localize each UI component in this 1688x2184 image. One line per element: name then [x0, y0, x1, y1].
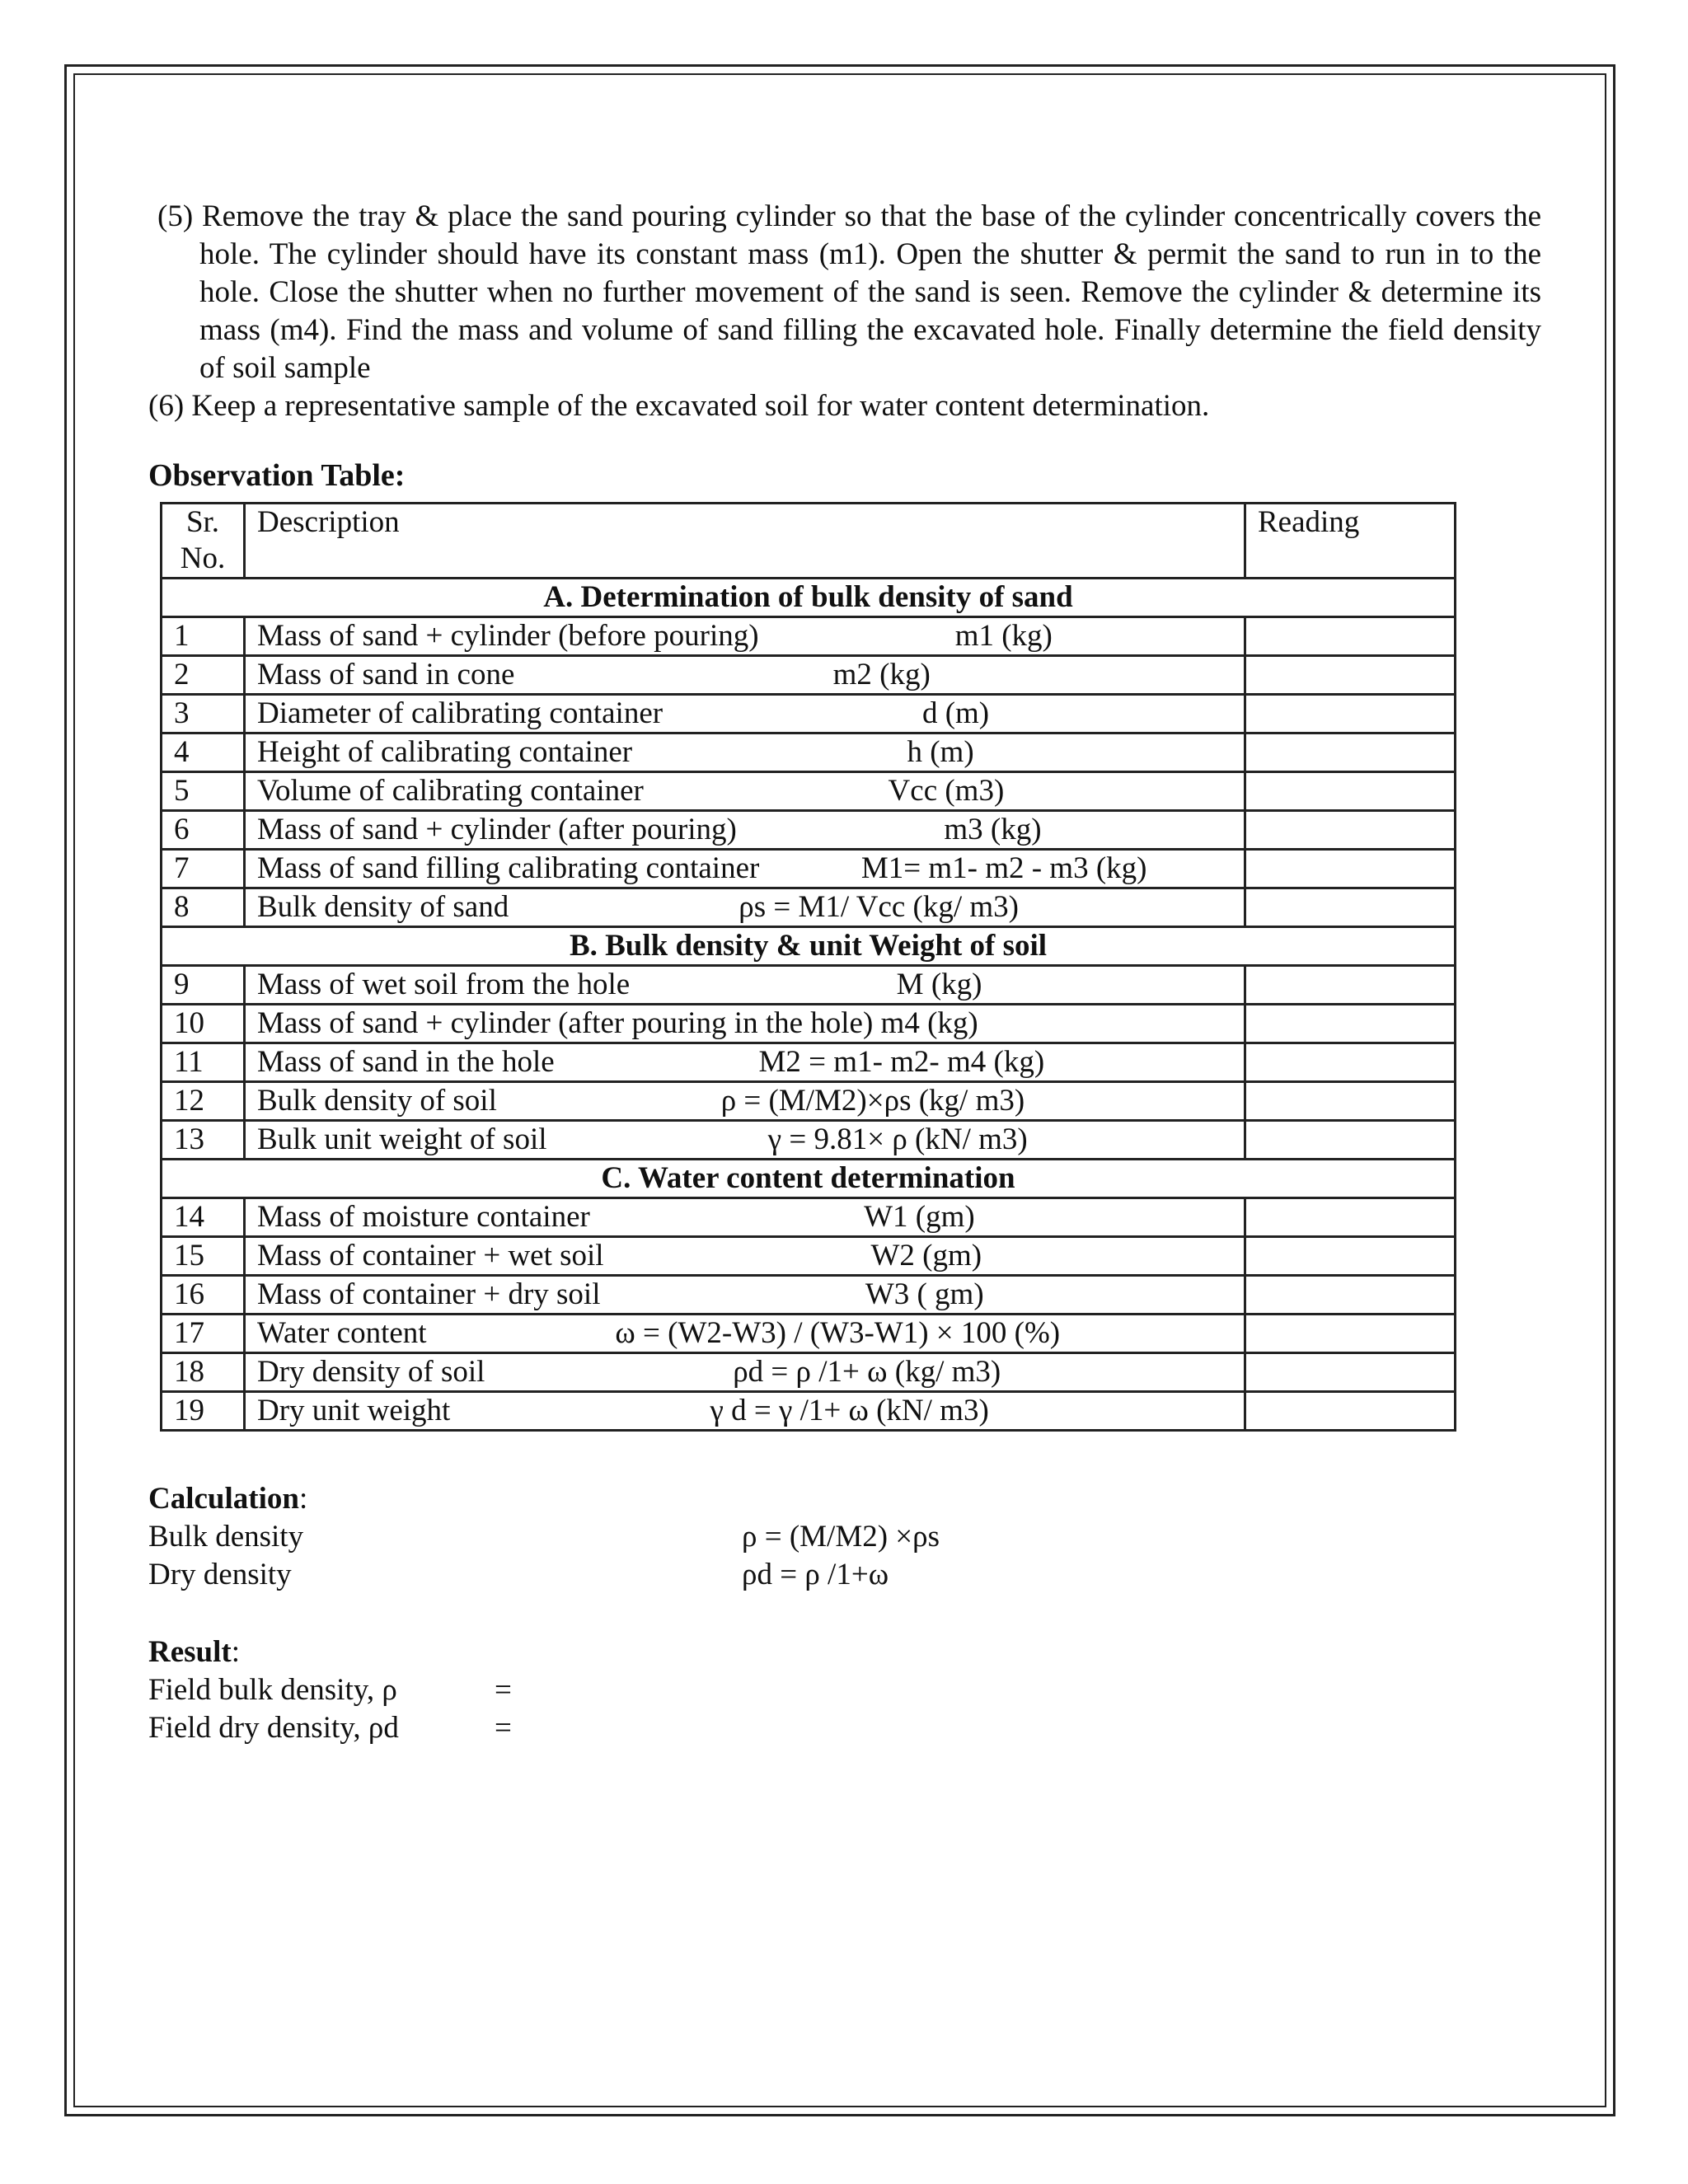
- row-sr: 19: [162, 1392, 245, 1431]
- row-formula: M1= m1- m2 - m3 (kg): [860, 851, 1147, 885]
- row-reading[interactable]: [1245, 811, 1456, 850]
- row-sr: 12: [162, 1082, 245, 1121]
- row-description: Mass of sand filling calibrating container: [257, 851, 760, 885]
- row-description: Mass of sand + cylinder (before pouring): [257, 619, 759, 653]
- row-description-cell: [245, 656, 1245, 695]
- step-5: [148, 198, 1541, 387]
- row-description-cell: [245, 1276, 1245, 1315]
- row-sr: 17: [162, 1315, 245, 1353]
- step-5-text: (5) Remove the tray & place the sand pouring cylinder so that the base of the cylinder concentrically covers the hole. The cylinder should have its constant mass (m1). Open the shutter & permit the sand to run in to the hole. Close the shutter when no further movement of the sand is seen. Remove the cylinder & determine its mass (m4). Find the mass and volume of sand filling the excavated hole. Finally determine the field density of soil sample: [157, 199, 1541, 385]
- result-section: [148, 1633, 890, 1747]
- procedure-steps: [148, 198, 1541, 494]
- row-description-cell: [245, 772, 1245, 811]
- table-row: [162, 1315, 1456, 1353]
- row-sr: 5: [162, 772, 245, 811]
- row-description-cell: [245, 1353, 1245, 1392]
- row-description-cell: [245, 695, 1245, 733]
- row-reading[interactable]: [1245, 1121, 1456, 1160]
- row-formula: Vcc (m3): [888, 774, 1005, 808]
- result-row-bulk: [148, 1671, 890, 1709]
- row-reading[interactable]: [1245, 617, 1456, 656]
- row-formula: m2 (kg): [832, 658, 931, 691]
- row-sr: 16: [162, 1276, 245, 1315]
- row-formula: γ = 9.81× ρ (kN/ m3): [767, 1122, 1028, 1156]
- header-description: Description: [245, 504, 1245, 579]
- row-description: Mass of wet soil from the hole: [257, 968, 631, 1001]
- row-formula: h (m): [907, 735, 974, 769]
- table-row: [162, 811, 1456, 850]
- row-sr: 3: [162, 695, 245, 733]
- row-reading[interactable]: [1245, 695, 1456, 733]
- group-title: C. Water content determination: [162, 1160, 1456, 1198]
- row-reading[interactable]: [1245, 888, 1456, 927]
- calc-row-bulk: [148, 1518, 1302, 1556]
- table-row: [162, 1237, 1456, 1276]
- calculation-colon: :: [298, 1482, 308, 1516]
- table-row: [162, 1353, 1456, 1392]
- row-reading[interactable]: [1245, 1353, 1456, 1392]
- row-description: Dry unit weight: [257, 1394, 451, 1427]
- row-description-cell: [245, 1043, 1245, 1082]
- table-header-row: [162, 504, 1456, 579]
- row-description: Volume of calibrating container: [257, 774, 644, 808]
- row-description-cell: [245, 617, 1245, 656]
- row-sr: 2: [162, 656, 245, 695]
- table-row: [162, 1392, 1456, 1431]
- step-6: [148, 387, 1541, 425]
- row-description-cell: [245, 850, 1245, 888]
- group-header-row: [162, 927, 1456, 966]
- row-description: Mass of sand + cylinder (after pouring in the hole) m4 (kg): [257, 1006, 978, 1040]
- table-row: [162, 1082, 1456, 1121]
- result-equals: =: [495, 1711, 512, 1745]
- row-formula: d (m): [921, 696, 990, 730]
- table-row: [162, 656, 1456, 695]
- row-sr: 11: [162, 1043, 245, 1082]
- row-description: Mass of container + wet soil: [257, 1239, 604, 1272]
- row-formula: ρs = M1/ Vcc (kg/ m3): [738, 890, 1019, 924]
- group-header-row: [162, 1160, 1456, 1198]
- row-reading[interactable]: [1245, 1276, 1456, 1315]
- row-description-cell: [245, 811, 1245, 850]
- row-reading[interactable]: [1245, 733, 1456, 772]
- row-sr: 18: [162, 1353, 245, 1392]
- row-formula: W2 (gm): [870, 1239, 982, 1272]
- row-description: Diameter of calibrating container: [257, 696, 663, 730]
- row-sr: 1: [162, 617, 245, 656]
- row-reading[interactable]: [1245, 1315, 1456, 1353]
- row-description-cell: [245, 1198, 1245, 1237]
- row-description-cell: [245, 1315, 1245, 1353]
- row-description-cell: [245, 1237, 1245, 1276]
- row-description-cell: [245, 733, 1245, 772]
- row-reading[interactable]: [1245, 1043, 1456, 1082]
- calc-label: Bulk density: [148, 1520, 304, 1554]
- row-formula: M2 = m1- m2- m4 (kg): [758, 1045, 1045, 1079]
- table-row: [162, 695, 1456, 733]
- row-reading[interactable]: [1245, 1237, 1456, 1276]
- row-sr: 4: [162, 733, 245, 772]
- table-row: [162, 1276, 1456, 1315]
- observation-title: Observation Table:: [148, 458, 406, 493]
- row-formula: γ d = γ /1+ ω (kN/ m3): [710, 1394, 989, 1427]
- row-formula: ρd = ρ /1+ ω (kg/ m3): [733, 1355, 1001, 1389]
- row-description: Bulk unit weight of soil: [257, 1122, 547, 1156]
- row-description: Height of calibrating container: [257, 735, 633, 769]
- row-description: Bulk density of sand: [257, 890, 509, 924]
- row-description-cell: [245, 966, 1245, 1005]
- row-reading[interactable]: [1245, 850, 1456, 888]
- row-sr: 14: [162, 1198, 245, 1237]
- table-row: [162, 617, 1456, 656]
- row-formula: ρ = (M/M2)×ρs (kg/ m3): [720, 1084, 1025, 1118]
- calculation-title: Calculation: [148, 1482, 299, 1516]
- row-reading[interactable]: [1245, 656, 1456, 695]
- row-reading[interactable]: [1245, 1082, 1456, 1121]
- row-description: Mass of sand in cone: [257, 658, 515, 691]
- calc-formula: ρ = (M/M2) ×ρs: [742, 1520, 940, 1554]
- calc-formula: ρd = ρ /1+ω: [742, 1558, 889, 1591]
- row-formula: [978, 1005, 1232, 1042]
- calc-row-dry: [148, 1556, 1302, 1594]
- result-row-dry: [148, 1709, 890, 1747]
- row-sr: 13: [162, 1121, 245, 1160]
- calc-label: Dry density: [148, 1558, 292, 1591]
- row-description: Water content: [257, 1316, 427, 1350]
- table-row: [162, 1005, 1456, 1043]
- row-formula: ω = (W2-W3) / (W3-W1) × 100 (%): [615, 1316, 1061, 1350]
- row-reading[interactable]: [1245, 1198, 1456, 1237]
- step-6-text: (6) Keep a representative sample of the excavated soil for water content determination.: [148, 389, 1210, 423]
- row-reading[interactable]: [1245, 1392, 1456, 1431]
- row-formula: W1 (gm): [864, 1200, 975, 1234]
- calculation-section: [148, 1480, 1302, 1594]
- row-sr: 15: [162, 1237, 245, 1276]
- group-title: B. Bulk density & unit Weight of soil: [162, 927, 1456, 966]
- table-row: [162, 850, 1456, 888]
- row-description: Mass of container + dry soil: [257, 1277, 601, 1311]
- row-reading[interactable]: [1245, 772, 1456, 811]
- row-sr: 10: [162, 1005, 245, 1043]
- row-description-cell: [245, 1392, 1245, 1431]
- table-row: [162, 1121, 1456, 1160]
- table-row: [162, 772, 1456, 811]
- row-formula: m3 (kg): [944, 813, 1042, 846]
- row-sr: 7: [162, 850, 245, 888]
- row-description-cell: [245, 1005, 1245, 1043]
- row-description: Mass of moisture container: [257, 1200, 590, 1234]
- result-label: Field dry density, ρd: [148, 1711, 399, 1745]
- table-row: [162, 966, 1456, 1005]
- row-description-cell: [245, 888, 1245, 927]
- row-reading[interactable]: [1245, 1005, 1456, 1043]
- row-formula: m1 (kg): [954, 619, 1053, 653]
- row-formula: M (kg): [896, 968, 982, 1001]
- row-reading[interactable]: [1245, 966, 1456, 1005]
- row-description: Bulk density of soil: [257, 1084, 497, 1118]
- result-equals: =: [495, 1673, 512, 1707]
- result-title: Result: [148, 1635, 232, 1669]
- row-description: Dry density of soil: [257, 1355, 485, 1389]
- row-sr: 9: [162, 966, 245, 1005]
- header-sr: Sr. No.: [162, 504, 245, 579]
- row-description-cell: [245, 1121, 1245, 1160]
- row-sr: 8: [162, 888, 245, 927]
- result-label: Field bulk density, ρ: [148, 1673, 397, 1707]
- table-row: [162, 1198, 1456, 1237]
- result-colon: :: [231, 1635, 241, 1669]
- group-title: A. Determination of bulk density of sand: [162, 579, 1456, 617]
- row-sr: 6: [162, 811, 245, 850]
- observation-table: [160, 502, 1456, 1432]
- row-description: Mass of sand in the hole: [257, 1045, 555, 1079]
- table-row: [162, 733, 1456, 772]
- table-row: [162, 1043, 1456, 1082]
- table-row: [162, 888, 1456, 927]
- header-reading: Reading: [1245, 504, 1456, 579]
- row-description: Mass of sand + cylinder (after pouring): [257, 813, 737, 846]
- row-formula: W3 ( gm): [865, 1277, 984, 1311]
- group-header-row: [162, 579, 1456, 617]
- row-description-cell: [245, 1082, 1245, 1121]
